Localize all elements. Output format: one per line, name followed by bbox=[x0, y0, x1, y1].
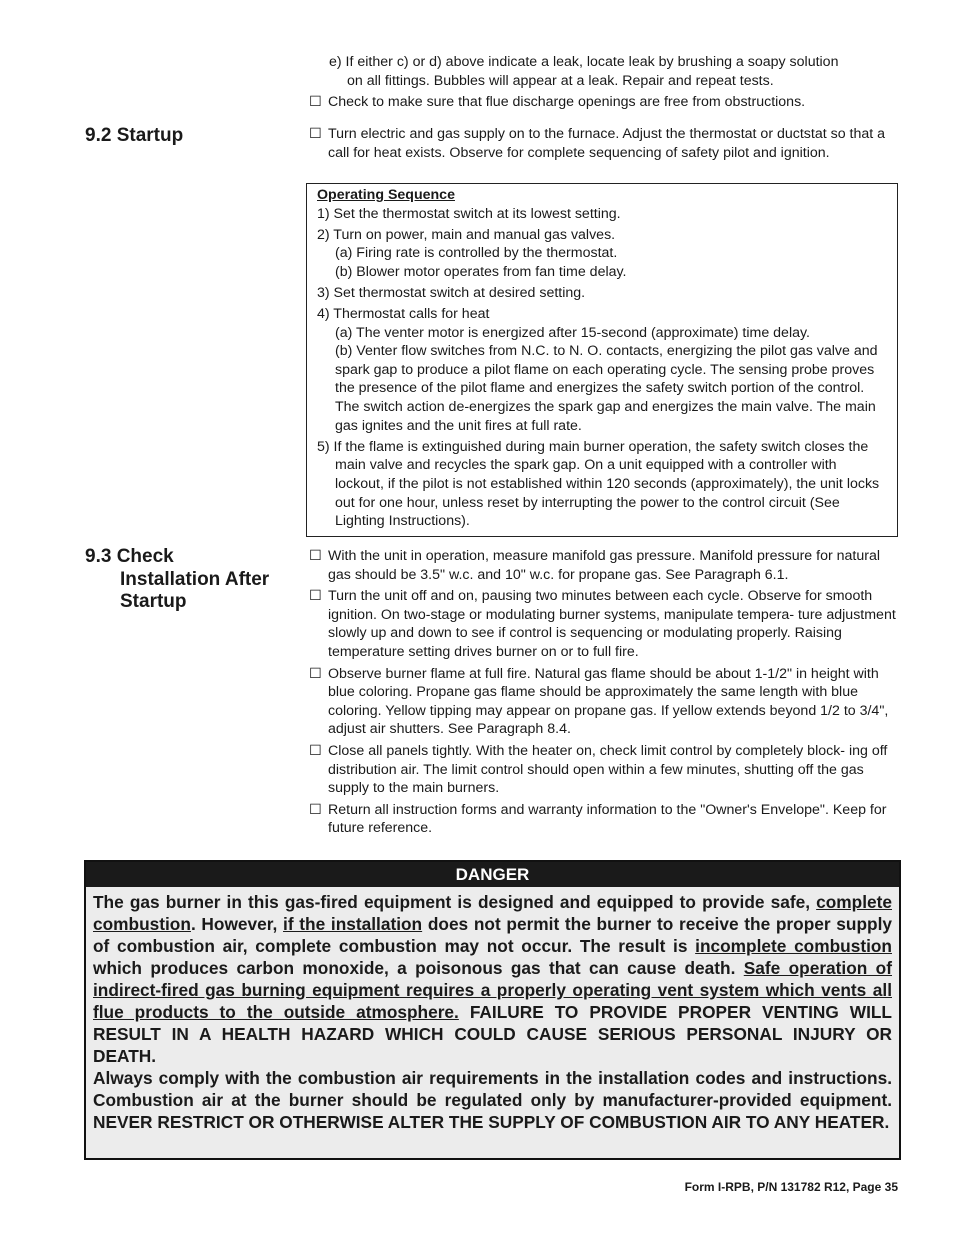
danger-paragraph-1 bbox=[93, 891, 892, 1067]
checkbox-icon: ☐ bbox=[309, 665, 322, 682]
danger-text: does not permit the burner to receive the proper supply of combustion air, complete combustion may not occur. The result is bbox=[93, 914, 892, 956]
section-title-check-installation bbox=[85, 546, 300, 614]
sequence-step-3: 3) Set thermostat switch at desired setting. bbox=[317, 284, 586, 301]
checklist-text: Turn the unit off and on, pausing two minutes between each cycle. Observe for smooth ignition. On two-stage or modulating burner systems, manipulate tempera- ture adjustment slowly up and down to see if control is sequencing or modulating properly. Raising temperature setting drives burner on or to full fire. bbox=[328, 588, 896, 660]
sequence-step-2-text: 2) Turn on power, main and manual gas valves. bbox=[317, 226, 616, 243]
checkbox-icon: ☐ bbox=[309, 742, 322, 759]
checklist-text: Close all panels tightly. With the heater on, check limit control by completely block- ing off distribution air. The limit control should open within a few minutes, shutting off the gas supply to the main burners. bbox=[328, 742, 888, 797]
sequence-step-2 bbox=[317, 226, 889, 282]
danger-text: FAILURE TO PROVIDE PROPER VENTING WILL RESULT IN A HEALTH HAZARD WHICH COULD CAUSE SERIOUS PERSONAL INJURY OR DEATH. bbox=[93, 1002, 892, 1066]
section-title-startup: 9.2 Startup bbox=[85, 125, 184, 146]
leak-test-step-e bbox=[329, 53, 899, 90]
checklist-item bbox=[309, 125, 899, 162]
page-footer: Form I-RPB, P/N 131782 R12, Page 35 bbox=[684, 1180, 898, 1194]
checklist-text: Turn electric and gas supply on to the furnace. Adjust the thermostat or ductstat so that a call for heat exists. Observe for complete sequencing of safety pilot and ignition. bbox=[328, 126, 886, 161]
operating-sequence-box bbox=[306, 183, 898, 537]
checklist-item bbox=[309, 665, 899, 739]
checklist-item bbox=[309, 587, 899, 661]
checklist-item bbox=[309, 547, 899, 584]
sequence-step-4a: (a) The venter motor is energized after 15-second (approximate) time delay. bbox=[335, 324, 810, 341]
danger-paragraph-2: Always comply with the combustion air requirements in the installation codes and instructions. Combustion air at the burner should be regulated only by manufacturer-provided equipment. NEVER RESTRICT OR OTHERWISE ALTER THE SUPPLY OF COMBUSTION AIR TO ANY HEATER. bbox=[93, 1068, 892, 1132]
sequence-step-4-text: 4) Thermostat calls for heat bbox=[317, 306, 490, 323]
section-title-line2: Installation After bbox=[120, 568, 270, 590]
checklist-item bbox=[309, 93, 899, 112]
danger-text: which produces carbon monoxide, a poisonous gas that can cause death. bbox=[93, 958, 736, 978]
danger-body bbox=[86, 887, 899, 1135]
checkbox-icon: ☐ bbox=[309, 94, 322, 110]
checklist-item bbox=[309, 742, 899, 798]
checklist-text: With the unit in operation, measure manifold gas pressure. Manifold pressure for natural gas should be 3.5" w.c. and 10" w.c. for propane gas. See Paragraph 6.1. bbox=[328, 548, 881, 583]
sequence-step-2a: (a) Firing rate is controlled by the thermostat. bbox=[335, 245, 618, 262]
danger-underlined-text: if the installation bbox=[283, 914, 423, 934]
checklist-text: Observe burner flame at full fire. Natural gas flame should be about 1-1/2" in height with blue coloring. Propane gas flame should be approximately the same length with blue coloring. Yellow tipping may appear on propane gas. If yellow extends beyond 1/2 to 3/4", adjust air shutters. See Paragraph 8.4. bbox=[328, 665, 889, 738]
checklist-item bbox=[309, 801, 899, 838]
danger-underlined-text: Safe operation of indirect-fired gas burning equipment requires a properly operating vent system which vents all flue products to the outside atmosphere. bbox=[93, 958, 892, 1022]
operating-sequence-title: Operating Sequence bbox=[317, 187, 455, 203]
sequence-step-4 bbox=[317, 305, 889, 435]
flue-check-item bbox=[309, 93, 899, 115]
section-title-line1: 9.3 Check bbox=[85, 546, 174, 567]
sequence-step-2b: (b) Blower motor operates from fan time delay. bbox=[335, 263, 627, 280]
checklist-text: Return all instruction forms and warranty information to the "Owner's Envelope". Keep for future reference. bbox=[328, 801, 887, 837]
sequence-step-1: 1) Set the thermostat switch at its lowest setting. bbox=[317, 205, 621, 222]
check-installation-list bbox=[309, 547, 899, 841]
danger-warning-box bbox=[84, 860, 901, 1160]
danger-underlined-text: incomplete combustion bbox=[695, 936, 892, 956]
step-e-line1: e) If either c) or d) above indicate a leak, locate leak by brushing a soapy solution bbox=[329, 54, 839, 70]
startup-check-item bbox=[309, 125, 899, 165]
sequence-step-4b: (b) Venter flow switches from N.C. to N. O. contacts, energizing the pilot gas valve and spark gap to produce a pilot flame on each operating cycle. The sensing probe proves the presence of the pilot flame and energizes the safety switch portion of the control. The switch action de-energizes the spark gap and energizes the main valve. The main gas ignites and the unit fires at full rate. bbox=[335, 343, 878, 434]
checkbox-icon: ☐ bbox=[309, 588, 322, 605]
checkbox-icon: ☐ bbox=[309, 548, 322, 564]
step-e-line2: on all fittings. Bubbles will appear at a leak. Repair and repeat tests. bbox=[347, 72, 774, 89]
danger-underlined-text: complete combustion bbox=[93, 892, 892, 934]
danger-header: DANGER bbox=[86, 862, 899, 887]
danger-text: . However, bbox=[190, 914, 278, 934]
sequence-step-5: 5) If the flame is extinguished during main burner operation, the safety switch closes the main valve and recycles the spark gap. On a unit equipped with a controller with lockout, if the pilot is not established within 120 seconds (approximately), the unit locks out for one hour, unless reset by interrupting the power to the control circuit (See Lighting Instructions). bbox=[317, 438, 880, 530]
checkbox-icon: ☐ bbox=[309, 801, 322, 818]
checkbox-icon: ☐ bbox=[309, 126, 322, 142]
section-title-line3: Startup bbox=[120, 591, 187, 612]
danger-text: The gas burner in this gas-fired equipment is designed and equipped to provide safe, bbox=[93, 892, 810, 912]
checklist-text: Check to make sure that flue discharge openings are free from obstructions. bbox=[328, 94, 806, 110]
